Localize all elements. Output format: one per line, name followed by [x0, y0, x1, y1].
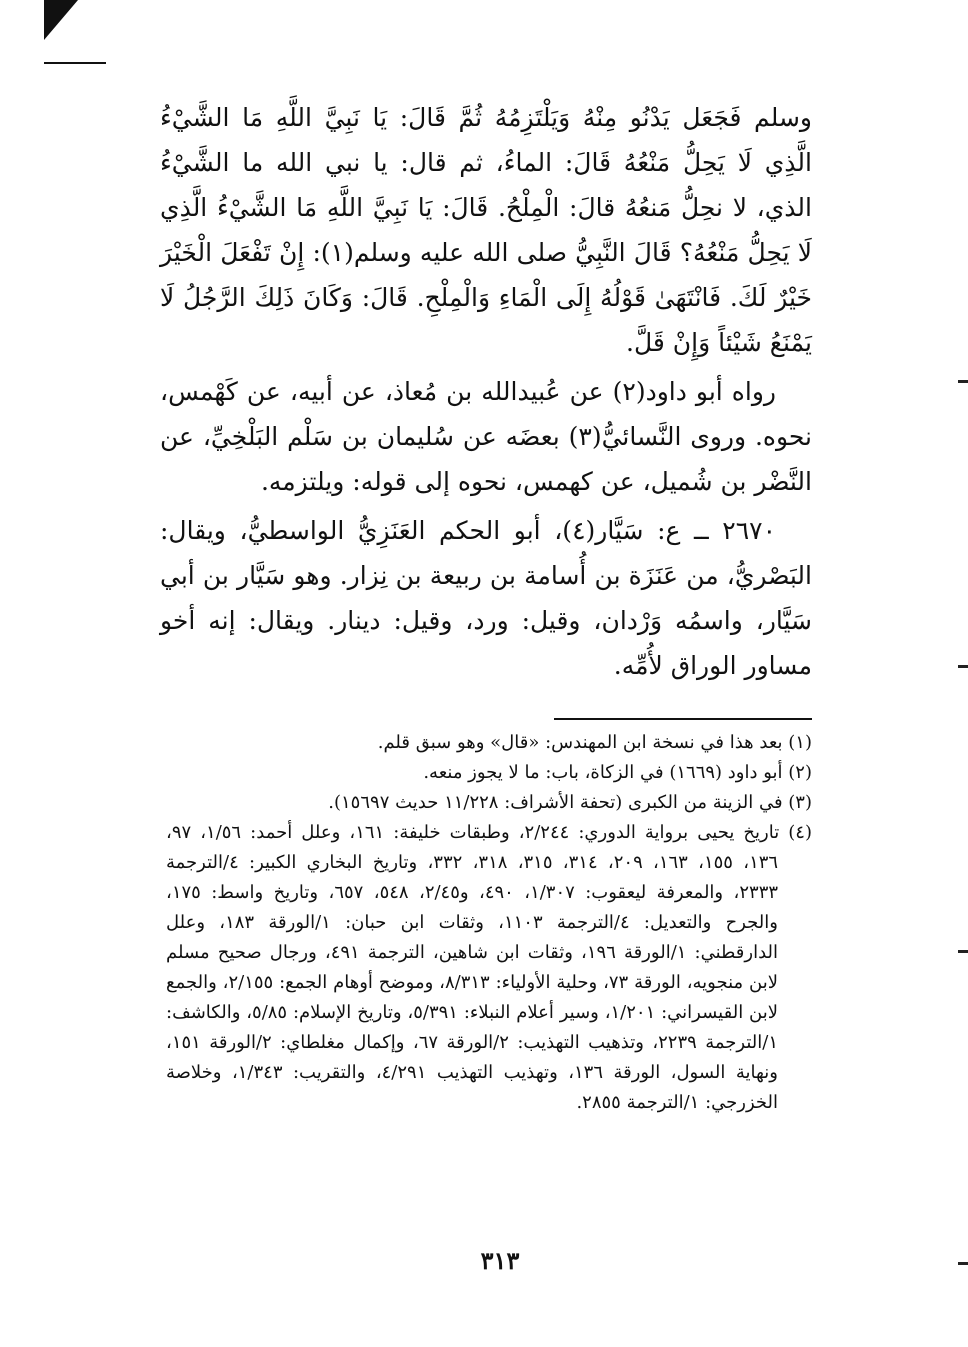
footnote-1: (١) بعد هذا في نسخة ابن المهندس: «قال» وهو سبق قلم. — [377, 732, 812, 753]
main-text — [160, 95, 812, 688]
footnote-3: (٣) في الزينة من الكبرى (تحفة الأشراف: ١١/٢٢٨ حديث ١٥٦٩٧). — [328, 792, 812, 813]
edge-scan-mark — [958, 380, 968, 383]
corner-rule-line — [44, 62, 106, 64]
footnote-2: (٢) أبو داود (١٦٦٩) في الزكاة، باب: ما لا يجوز منعه. — [423, 762, 812, 783]
footnotes — [166, 728, 812, 1118]
paragraph-hadith: وسلم فَجَعَل يَدْنُو مِنْهُ وَيَلْتَزِمُهُ ثُمَّ قَالَ: يَا نَبِيَّ اللَّهِ مَا الشَّيْءُ الَّذِي لَا يَحِلُّ مَنْعُهُ قَالَ: الماءُ، ثم قال: يا نبي الله ما الشَّيْءُ الذي، لا نحِلُّ مَنعُهُ قالَ: الْمِلْحُ. قَالَ: يَا نَبِيَّ اللَّهِ مَا الشَّيْءُ الَّذِي لَا يَحِلُّ مَنْعُهُ؟ قَالَ النَّبِيُّ صلى الله عليه وسلم(١): إِنْ تَفْعَلَ الْخَيْرَ خَيْرٌ لَكَ. فَانْتَهَىٰ قَوْلُهُ إِلَى الْمَاءِ وَالْمِلْحِ. قَالَ: وَكَانَ ذَلِكَ الرَّجُلُ لَا يَمْنَعُ شَيْئاً وَإِنْ قَلَّ. — [160, 103, 812, 357]
footnote-separator — [554, 718, 812, 720]
edge-scan-mark — [958, 1262, 968, 1265]
corner-crop-mark — [44, 0, 78, 40]
footnote-4: (٤) تاريخ يحيى برواية الدوري: ٢/٢٤٤، وطبقات خليفة: ١٦١، وعلل أحمد: ١/٥٦، ٩٧، ١٣٦، ١٥٥، ١٦٣، ٢٠٩، ٣١٤، ٣١٥، ٣١٨، ٣٣٢، وتاريخ البخاري الكبير: ٤/الترجمة ٢٣٣٣، والمعرفة ليعقوب: ١/٣٠٧، ٤٩٠، و٢/٤٥، ٥٤٨، ٦٥٧، وتاريخ واسط: ١٧٥، والجرح والتعديل: ٤/الترجمة ١١٠٣، وثقات ابن حبان: ١/الورقة ١٨٣، وعلل الدارقطني: ١/الورقة ١٩٦، وثقات ابن شاهين، الترجمة ٤٩١، ورجال صحيح مسلم لابن منجويه، الورقة ٧٣، وحلية الأولياء: ٨/٣١٣، وموضح أوهام الجمع: ٢/١٥٥، والجمع لابن القيسراني: ١/٢٠١، وسير أعلام النبلاء: ٥/٣٩١، وتاريخ الإسلام: ٥/٨٥، والكاشف: ١/الترجمة ٢٢٣٩، وتذهيب التهذيب: ٢/الورقة ٦٧، وإكمال مغلطاي: ٢/الورقة ١٥١، ونهاية السول، الورقة ١٣٦، وتهذيب التهذيب ٤/٢٩١، والتقريب: ١/٣٤٣، وخلاصة الخزرجي: ١/الترجمة ٢٨٥٥. — [166, 822, 812, 1113]
edge-scan-mark — [958, 950, 968, 953]
edge-scan-mark — [958, 665, 968, 668]
page-number: ٣١٣ — [480, 1246, 520, 1275]
paragraph-biography-entry: ٢٦٧٠ ــ ع: سَيَّار(٤)، أبو الحكم العَنَزِيُّ الواسطيُّ، ويقال: البَصْريُّ، من عَنَزَة بن أُسامة بن ربيعة بن نِزار. وهو سَيَّار بن أبي سَيَّار، واسمُه وَرْدان، وقيل: ورد، وقيل: دينار. ويقال: إنه أخو مساور الوراق لأُمِّه. — [160, 516, 812, 680]
paragraph-narration: رواه أبو داود(٢) عن عُبيدالله بن مُعاذ، عن أبيه، عن كَهْمس، نحوه. وروى النَّسائيُّ(٣) بعضَه عن سُليمان بن سَلْم البَلْخِيِّ، عن النَّضْر بن شُميل، عن كهمس، نحوه إلى قوله: ويلتزمه. — [160, 377, 813, 496]
